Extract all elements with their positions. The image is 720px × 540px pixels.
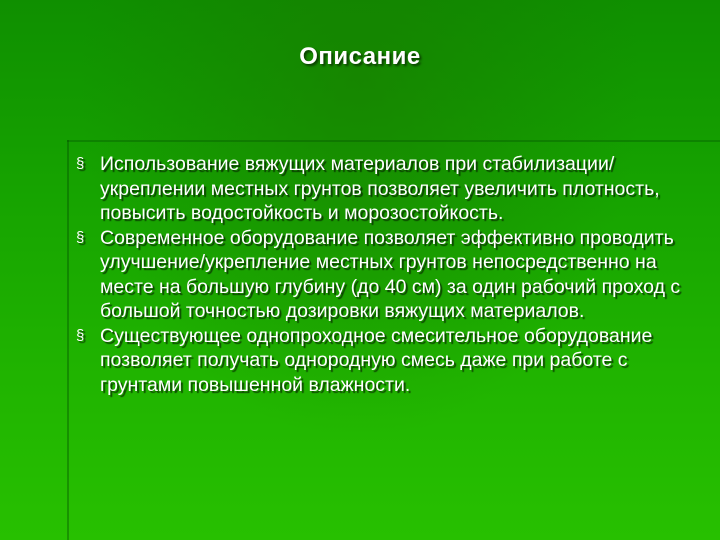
vertical-divider xyxy=(67,140,69,540)
bullet-list xyxy=(76,152,708,397)
bullet-item xyxy=(76,226,708,324)
section-sign-icon: § xyxy=(76,228,85,246)
bullet-text: Современное оборудование позволяет эффективно проводить улучшение/укрепление местных грунтов непосредственно на месте на большую глубину (до 40 см) за один рабочий проход с большой точностью дозировки вяжущих материалов. xyxy=(100,226,681,322)
horizontal-divider xyxy=(67,140,720,142)
section-sign-icon: § xyxy=(76,155,85,172)
section-sign-icon: § xyxy=(76,326,85,344)
bullet-item xyxy=(76,152,708,226)
slide-title: Описание xyxy=(299,43,421,70)
bullet-text: Существующее однопроходное смесительное оборудование позволяет получать однородную смесь даже при работе с грунтами повышенной влажности. xyxy=(100,324,653,396)
bullet-text: Использование вяжущих материалов при стабилизации/укреплении местных грунтов позволяет увеличить плотность, повысить водостойкость и морозостойкость. xyxy=(100,153,660,224)
bullet-item xyxy=(76,324,708,398)
